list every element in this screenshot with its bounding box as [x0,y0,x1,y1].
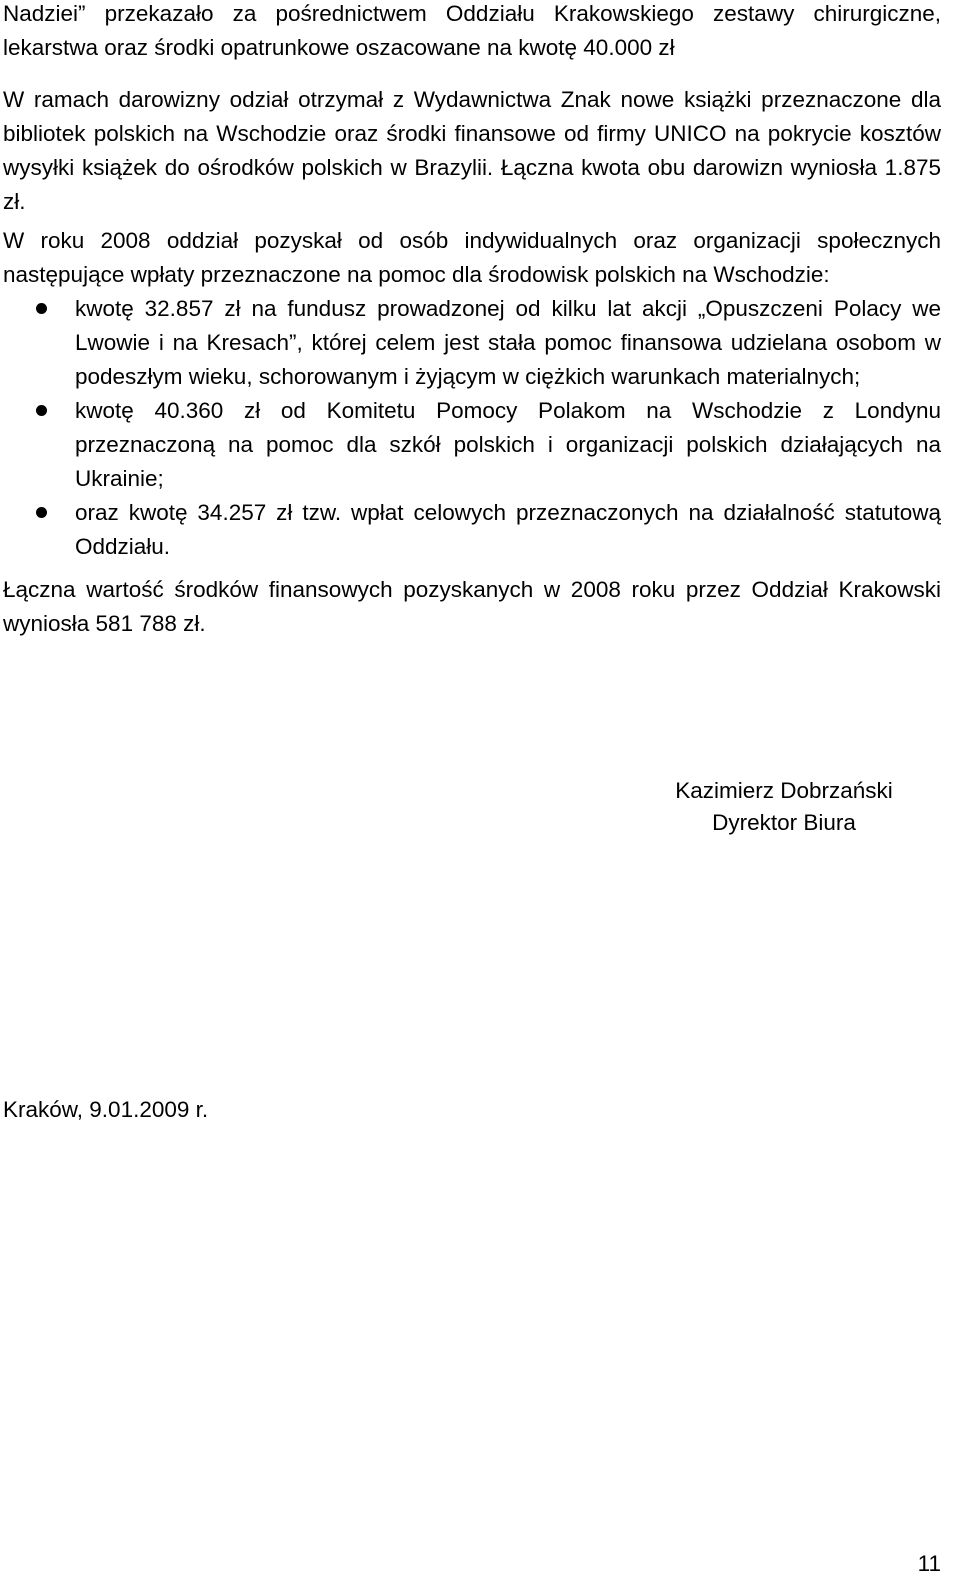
paragraph-contributions-intro: W roku 2008 oddział pozyskał od osób indywidualnych oraz organizacji społecznych następujące wpłaty przeznaczone na pomoc dla środowisk polskich na Wschodzie: [3,228,941,287]
bullet-icon [36,405,47,416]
list-item-text: kwotę 32.857 zł na fundusz prowadzonej od kilku lat akcji „Opuszczeni Polacy we Lwowie i na Kresach”, której celem jest stała pomoc finansowa udzielana osobom w podeszłym wieku, schorowanym i żyjącym w ciężkich warunkach materialnych; [75,296,941,389]
contributions-list [0,292,941,564]
paragraph-donation-books: W ramach darowizny odział otrzymał z Wydawnictwa Znak nowe książki przeznaczone dla bibliotek polskich na Wschodzie oraz środki finansowe od firmy UNICO na pokrycie kosztów wysyłki książek do ośrodków polskich w Brazylii. Łączna kwota obu darowizn wyniosła 1.875 zł. [3,87,941,214]
signature-name: Kazimierz Dobrzański [675,778,893,803]
bullet-icon [36,507,47,518]
list-item [0,394,941,496]
list-item [0,496,941,564]
list-item [0,292,941,394]
list-item-text: oraz kwotę 34.257 zł tzw. wpłat celowych przeznaczonych na działalność statutową Oddziału. [75,500,941,559]
paragraph-total-funds: Łączna wartość środków finansowych pozyskanych w 2008 roku przez Oddział Krakowski wyniosła 581 788 zł. [3,577,941,636]
paragraph-donation-medical: Nadziei” przekazało za pośrednictwem Oddziału Krakowskiego zestawy chirurgiczne, lekarstwa oraz środki opatrunkowe oszacowane na kwotę 40.000 zł [3,1,941,60]
bullet-icon [36,303,47,314]
signature-title: Dyrektor Biura [712,810,856,835]
page-number: 11 [917,1551,941,1576]
list-item-text: kwotę 40.360 zł od Komitetu Pomocy Polakom na Wschodzie z Londynu przeznaczoną na pomoc dla szkół polskich i organizacji polskich działających na Ukrainie; [75,398,941,491]
place-and-date: Kraków, 9.01.2009 r. [3,1097,209,1122]
